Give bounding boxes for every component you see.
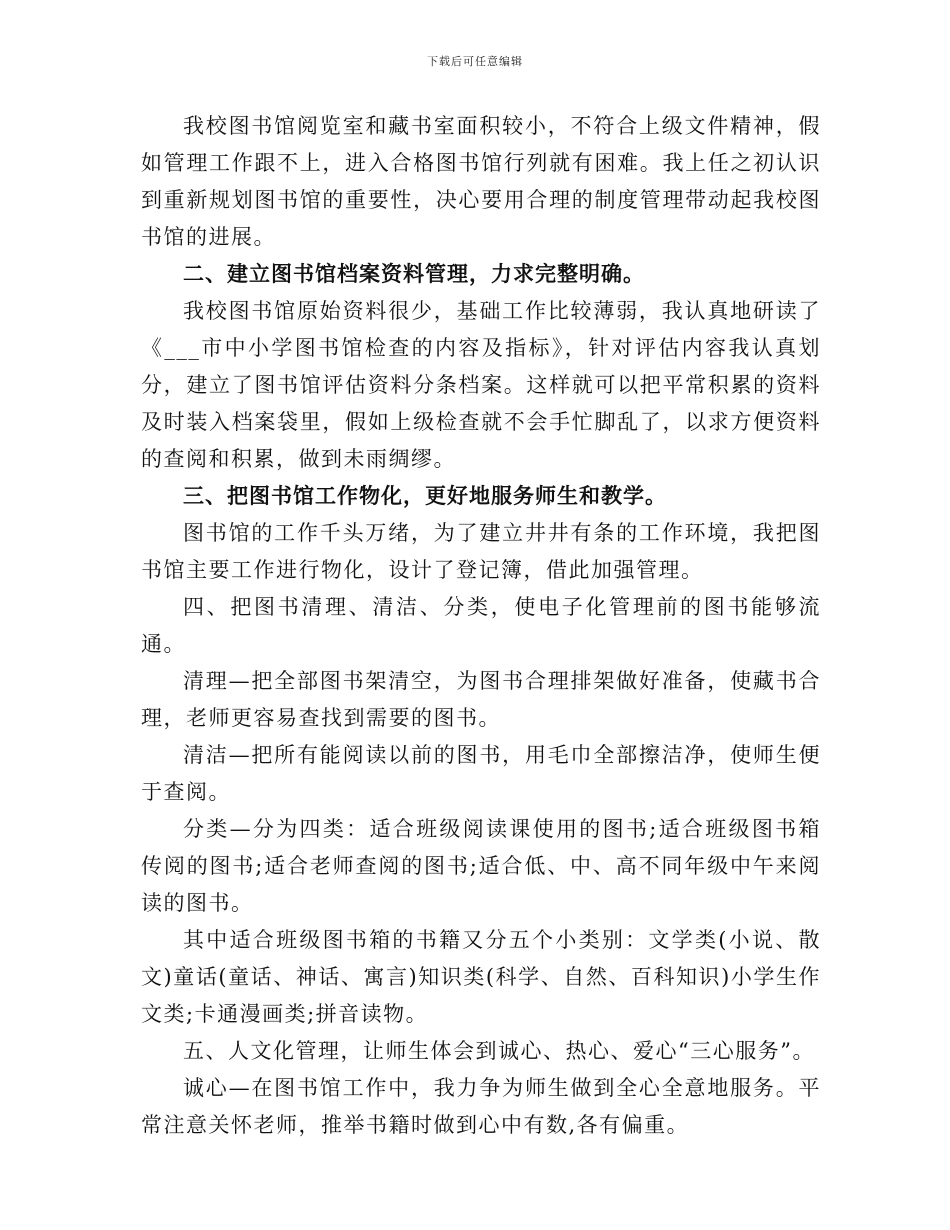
paragraph-classification: 分类—分为四类：适合班级阅读课使用的图书;适合班级图书箱传阅的图书;适合老师查阅的图书;适合低、中、高不同年级中午来阅读的图书。 bbox=[141, 817, 821, 915]
document-body bbox=[141, 108, 821, 1144]
paragraph-cleanup: 清理—把全部图书架清空，为图书合理排架做好准备，使藏书合理，老师更容易查找到需要的图书。 bbox=[141, 669, 821, 730]
section-heading-4: 四、把图书清理、清洁、分类，使电子化管理前的图书能够流通。 bbox=[141, 595, 821, 656]
paragraph-subcategories: 其中适合班级图书箱的书籍又分五个小类别：文学类(小说、散文)童话(童话、神话、寓言)知识类(科学、自然、百科知识)小学生作文类;卡通漫画类;拼音读物。 bbox=[141, 928, 821, 1026]
section-heading-2: 二、建立图书馆档案资料管理，力求完整明确。 bbox=[183, 262, 645, 286]
paragraph-3: 图书馆的工作千头万绪，为了建立井井有条的工作环境，我把图书馆主要工作进行物化，设计了登记簿，借此加强管理。 bbox=[141, 521, 821, 582]
paragraph-cleaning: 清洁—把所有能阅读以前的图书，用毛巾全部擦洁净，使师生便于查阅。 bbox=[141, 743, 821, 804]
section-heading-5: 五、人文化管理，让师生体会到诚心、热心、爱心“三心服务”。 bbox=[183, 1039, 815, 1063]
paragraph-2: 我校图书馆原始资料很少，基础工作比较薄弱，我认真地研读了《___市中小学图书馆检查的内容及指标》，针对评估内容我认真划分，建立了图书馆评估资料分条档案。这样就可以把平常积累的资料及时装入档案袋里，假如上级检查就不会手忙脚乱了，以求方便资料的查阅和积累，做到未雨绸缪。 bbox=[141, 299, 821, 471]
paragraph-sincerity: 诚心—在图书馆工作中，我力争为师生做到全心全意地服务。平常注意关怀老师，推举书籍时做到心中有数,各有偏重。 bbox=[141, 1076, 821, 1137]
page-header: 下载后可任意编辑 bbox=[427, 55, 523, 68]
section-heading-3: 三、把图书馆工作物化，更好地服务师生和教学。 bbox=[183, 484, 667, 508]
paragraph-1: 我校图书馆阅览室和藏书室面积较小，不符合上级文件精神，假如管理工作跟不上，进入合格图书馆行列就有困难。我上任之初认识到重新规划图书馆的重要性，决心要用合理的制度管理带动起我校图书馆的进展。 bbox=[141, 114, 821, 249]
